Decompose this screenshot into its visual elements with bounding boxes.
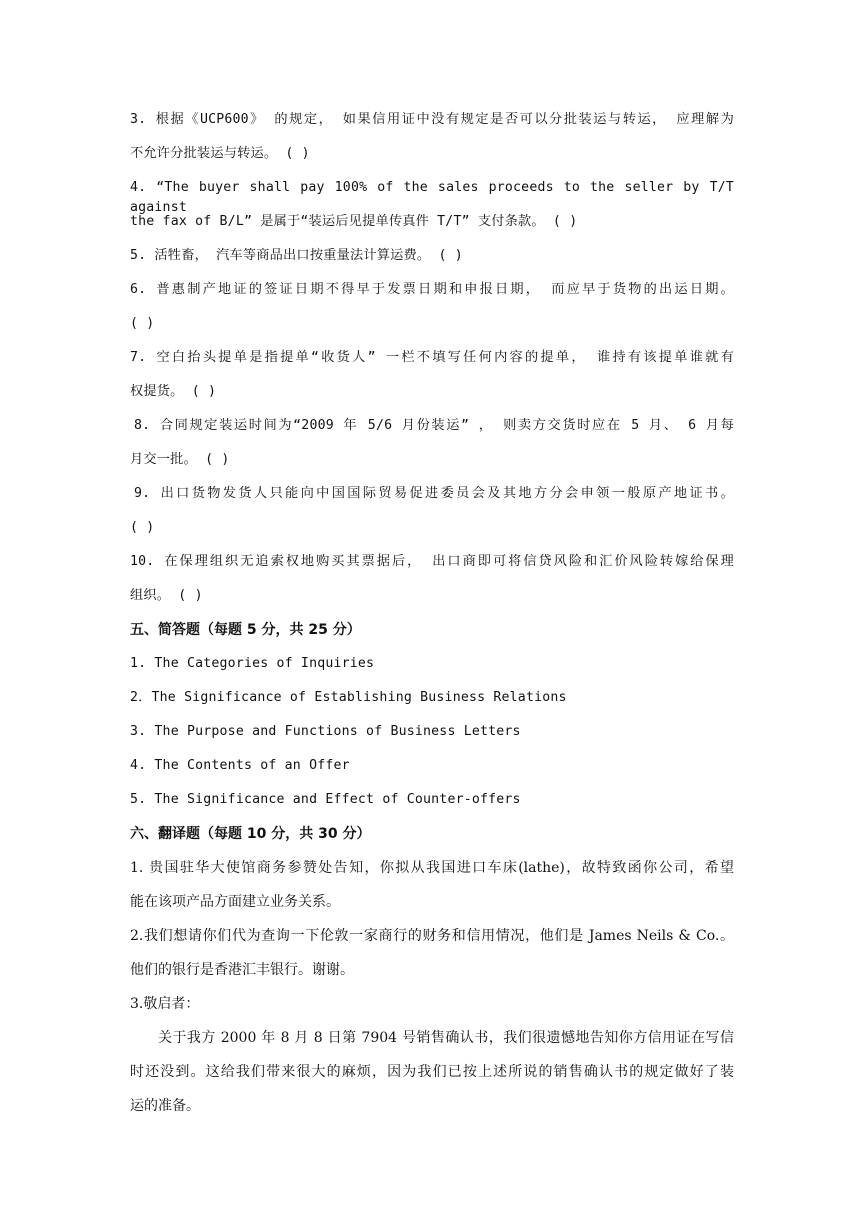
question-4-line-1: 4. “The buyer shall pay 100% of the sales proceeds to the seller by T/T against xyxy=(130,180,734,215)
short-answer-1: 1. The Categories of Inquiries xyxy=(130,656,375,671)
question-9-line-1: 9. 出口货物发货人只能向中国国际贸易促进委员会及其地方分会申领一般原产地证书。 xyxy=(134,486,734,501)
translation-3-line-3: 时还没到。这给我们带来很大的麻烦，因为我们已按上述所说的销售确认书的规定做好了装 xyxy=(130,1064,734,1080)
question-10-line-2: 组织。 ( ) xyxy=(130,588,203,603)
translation-3-line-2: 关于我方 2000 年 8 月 8 日第 7904 号销售确认书，我们很遗憾地告知你方信用证在写信 xyxy=(158,1030,734,1046)
short-answer-5: 5. The Significance and Effect of Counter-offers xyxy=(130,792,521,807)
question-9-line-2: ( ) xyxy=(130,520,155,535)
translation-2-line-2: 他们的银行是香港汇丰银行。谢谢。 xyxy=(130,962,354,978)
section-6-heading: 六、翻译题（每题 10 分，共 30 分） xyxy=(130,826,371,842)
translation-1-line-1: 1. 贵国驻华大使馆商务参赞处告知，你拟从我国进口车床(lathe)，故特致函你公司，希望 xyxy=(130,860,734,876)
question-4-line-2: the fax of B/L” 是属于“装运后见提单传真件 T/T” 支付条款。 ( ) xyxy=(130,214,578,229)
question-7-line-1: 7. 空白抬头提单是指提单“收货人” 一栏不填写任何内容的提单， 谁持有该提单谁就有 xyxy=(130,350,734,365)
translation-2-line-1: 2.我们想请你们代为查询一下伦敦一家商行的财务和信用情况，他们是 James Neils & Co.。 xyxy=(130,928,734,944)
question-8-line-1: 8. 合同规定装运时间为“2009 年 5/6 月份装运” ， 则卖方交货时应在 5 月、 6 月每 xyxy=(134,418,734,433)
section-5-heading: 五、简答题（每题 5 分，共 25 分） xyxy=(130,622,361,638)
question-6-line-1: 6. 普惠制产地证的签证日期不得早于发票日期和申报日期， 而应早于货物的出运日期。 xyxy=(130,282,734,297)
question-6-line-2: ( ) xyxy=(130,316,155,331)
translation-3-line-4: 运的准备。 xyxy=(130,1098,200,1114)
translation-3-salutation: 3.敬启者： xyxy=(130,996,200,1012)
question-10-line-1: 10. 在保理组织无追索权地购买其票据后， 出口商即可将信贷风险和汇价风险转嫁给保理 xyxy=(130,554,734,569)
short-answer-3: 3. The Purpose and Functions of Business Letters xyxy=(130,724,521,739)
short-answer-2: 2．The Significance of Establishing Business Relations xyxy=(130,690,567,705)
question-8-line-2: 月交一批。 ( ) xyxy=(130,452,230,467)
question-3-line-1: 3. 根据《UCP600》 的规定， 如果信用证中没有规定是否可以分批装运与转运， 应理解为 xyxy=(130,112,734,127)
question-7-line-2: 权提货。 ( ) xyxy=(130,384,217,399)
question-3-line-2: 不允许分批装运与转运。 ( ) xyxy=(130,146,310,161)
translation-1-line-2: 能在该项产品方面建立业务关系。 xyxy=(130,894,340,910)
question-5-line-1: 5. 活牲畜， 汽车等商品出口按重量法计算运费。 ( ) xyxy=(130,248,463,263)
short-answer-4: 4. The Contents of an Offer xyxy=(130,758,350,773)
